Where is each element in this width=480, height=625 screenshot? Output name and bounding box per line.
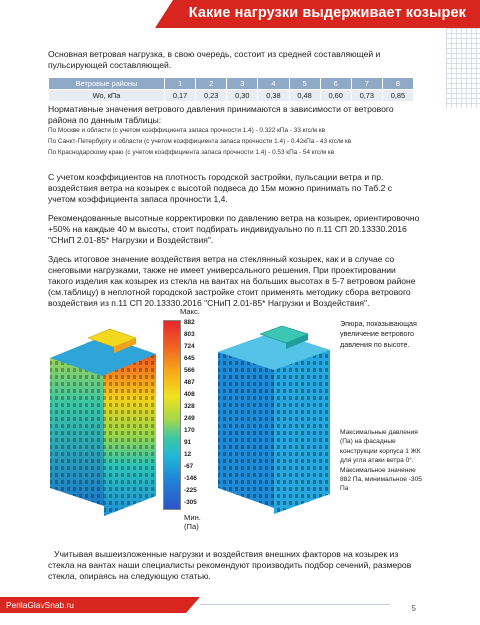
wind-table-row1-label: Ветровые районы [49, 78, 165, 90]
conclusion-text: Учитывая вышеизложенные нагрузки и воздействия внешних факторов на козырек из стекла на вантах наши специалисты рекомендуют производить подбор сечений, размеров стекла, опираясь на следующую статью. [48, 549, 412, 581]
paragraph-coefficients: С учетом коэффициентов на плотность городской застройки, пульсации ветра и пр. воздействия ветра на козырек с высотой подвеса до 15м можно принимать по Таб.2 с учетом коэффициента запаса прочности 1,4. [48, 172, 393, 204]
wind-table [48, 77, 414, 102]
value-cell: 0,30 [227, 90, 258, 102]
region-cell: 8 [382, 78, 413, 90]
value-cell: 0,38 [258, 90, 289, 102]
region-cell: 6 [320, 78, 351, 90]
scale-tick: 12 [184, 451, 192, 458]
region-cell: 4 [258, 78, 289, 90]
scale-unit-label: (Па) [184, 522, 199, 531]
region-cell: 2 [196, 78, 227, 90]
norm-spb: По Санкт-Петербургу и области (с учетом коэффициента запаса прочности 1.4) - 0.42кПа - 43 кгс/м кв [48, 138, 352, 145]
norms-heading: Нормативные значения ветрового давления принимаются в зависимости от ветрового района по данным таблицы: [48, 104, 394, 125]
scale-tick: 249 [184, 415, 195, 422]
side-note-diagram: Эпюра, показывающая увеличение ветрового давления по высоте. [340, 319, 417, 349]
scale-min-label: Мин. [184, 513, 201, 522]
scale-tick: 328 [184, 403, 195, 410]
scale-tick: -305 [184, 499, 197, 506]
scale-tick: 408 [184, 391, 195, 398]
paragraph-height-corrections: Рекомендованные высотные корректировки по давлению ветра на козырек, ориентировочно +50% на каждые 40 м высоты, стоит подбирать индивидуально по п.11 СП 20.13330.2016 "СНиП 2.01-85* Нагрузки и Воздействия". [48, 213, 420, 245]
wind-table-header-row [49, 78, 414, 90]
norm-moscow: По Москве и области (с учетом коэффициента запаса прочности 1.4) - 0.322 кПа - 33 кгс/м кв [48, 127, 325, 134]
region-cell: 3 [227, 78, 258, 90]
footer-site-link[interactable]: PerilaGlavSnab.ru [6, 600, 74, 610]
building-blue-illustration [216, 318, 334, 518]
wind-table-row2-label: Wo, кПа [49, 90, 165, 102]
region-cell: 7 [351, 78, 382, 90]
value-cell: 0,85 [382, 90, 413, 102]
value-cell: 0,60 [320, 90, 351, 102]
region-cell: 1 [165, 78, 196, 90]
pressure-color-scale [163, 320, 181, 510]
grid-decoration [446, 28, 480, 108]
region-cell: 5 [289, 78, 320, 90]
scale-tick: 91 [184, 439, 192, 446]
scale-tick: 566 [184, 367, 195, 374]
scale-tick: -67 [184, 463, 194, 470]
value-cell: 0,23 [196, 90, 227, 102]
scale-tick: -146 [184, 475, 197, 482]
scale-tick: 645 [184, 355, 195, 362]
scale-tick: 724 [184, 343, 195, 350]
scale-tick: 487 [184, 379, 195, 386]
scale-tick: 803 [184, 331, 195, 338]
scale-tick: 882 [184, 319, 195, 326]
value-cell: 0,73 [351, 90, 382, 102]
scale-tick: -225 [184, 487, 197, 494]
value-cell: 0,17 [165, 90, 196, 102]
scale-max-label: Макс. [180, 307, 200, 316]
paragraph-final-value: Здесь итоговое значение воздействия ветра на стеклянный козырек, как и в случае со снеговыми нагрузками, также не имеет универсального решения. При проектировании такого изделия как козырек из стекла на вантах на больших высотах в 5-7 ветровом районе (см.таблицу) в неплотной городской застройке стоит применять методику сбора ветрового воздействия из п.11 СП 20.13330.2016 "СНиП 2.01-85* Нагрузки и Воздействия". [48, 254, 416, 308]
scale-tick: 170 [184, 427, 195, 434]
page-title: Какие нагрузки выдерживает козырек [188, 5, 466, 21]
footer-divider [200, 604, 390, 605]
intro-text: Основная ветровая нагрузка, в свою очередь, состоит из средней составляющей и пульсирующей составляющей. [48, 49, 381, 70]
page-number: 5 [411, 604, 416, 613]
building-heatmap-illustration [48, 318, 160, 518]
norm-krasnodar: По Краснодарскому краю (с учетом коэффициента запаса прочности 1.4) - 0.53 кПа - 54 кгс/м кв [48, 149, 335, 156]
wind-table-value-row [49, 90, 414, 102]
value-cell: 0,48 [289, 90, 320, 102]
side-note-max-pressure: Максимальные давления (Па) на фасадные конструкции корпуса 1 ЖК для угла атаки ветра 0°. Максимальное значение 882 Па, минимальное -305 Па [340, 429, 422, 493]
